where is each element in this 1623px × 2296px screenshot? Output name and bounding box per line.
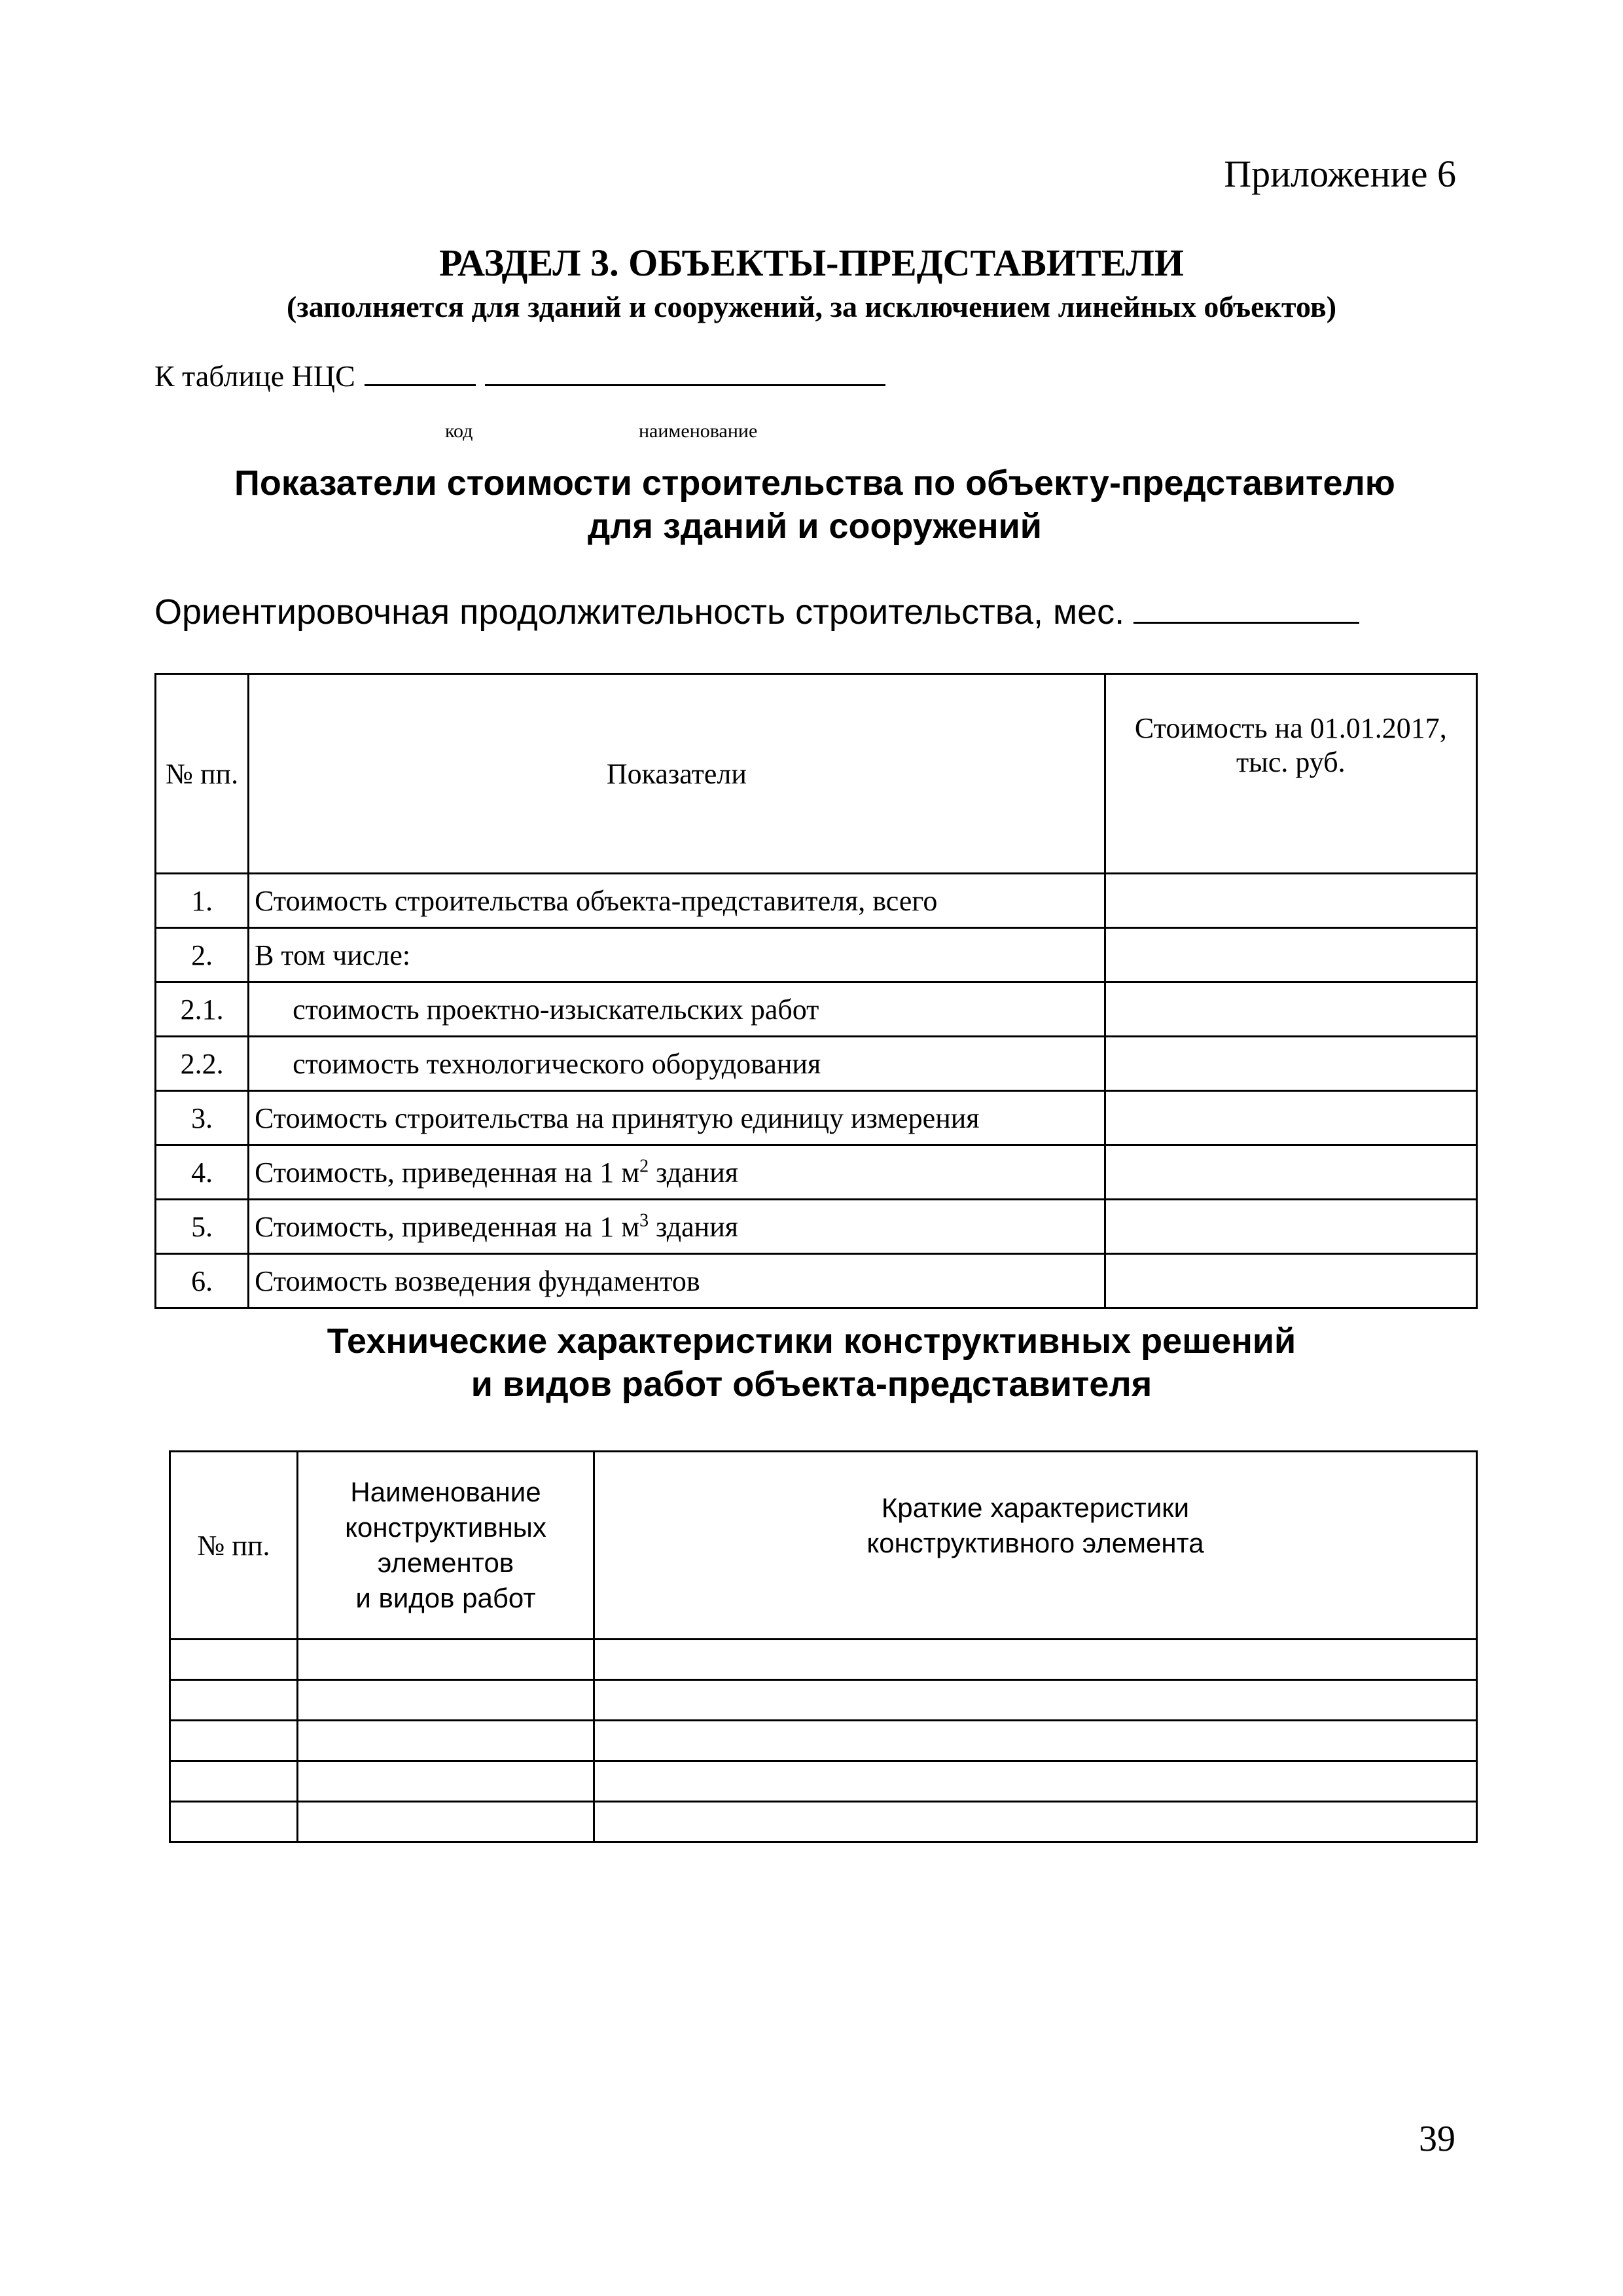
row-indicator: стоимость проектно-изыскательских работ [249, 982, 1105, 1037]
header-description [594, 1452, 1477, 1640]
nts-reference-label: К таблице НЦС [154, 359, 355, 393]
duration-label: Ориентировочная продолжительность строительства, мес. [154, 592, 1125, 632]
table-row [156, 1254, 1477, 1308]
row-indicator [249, 1200, 1105, 1254]
table-row [156, 1145, 1477, 1200]
nts-code-field[interactable] [365, 365, 476, 386]
duration-row [154, 592, 1359, 632]
row-number-cell[interactable] [170, 1802, 298, 1842]
row-value[interactable] [1105, 982, 1476, 1037]
header-number: № пп. [170, 1452, 298, 1640]
row-value[interactable] [1105, 874, 1476, 928]
nts-name-field[interactable] [485, 365, 885, 386]
header-cost [1105, 674, 1476, 874]
row-indicator-sup: 2 [639, 1155, 649, 1176]
row-element-cell[interactable] [298, 1680, 594, 1721]
cost-block-title [0, 461, 1623, 548]
row-description-cell[interactable] [594, 1721, 1477, 1761]
tech-block-title-line2: и видов работ объекта-представителя [471, 1365, 1152, 1404]
tech-block-title [0, 1319, 1623, 1406]
section-title: РАЗДЕЛ 3. ОБЪЕКТЫ-ПРЕДСТАВИТЕЛИ [439, 242, 1184, 284]
row-indicator [249, 1145, 1105, 1200]
row-number: 2.2. [156, 1037, 249, 1091]
row-number-cell[interactable] [170, 1721, 298, 1761]
row-indicator: Стоимость строительства на принятую единицу измерения [249, 1091, 1105, 1145]
row-value[interactable] [1105, 1200, 1476, 1254]
cost-block-title-line2: для зданий и сооружений [587, 507, 1043, 546]
row-number: 1. [156, 874, 249, 928]
nts-reference [154, 359, 885, 393]
row-number-cell[interactable] [170, 1680, 298, 1721]
table-row [156, 982, 1477, 1037]
header-desc-line1: Краткие характеристики [881, 1492, 1190, 1523]
table-row [156, 1037, 1477, 1091]
header-indicators: Показатели [249, 674, 1105, 874]
row-value[interactable] [1105, 1145, 1476, 1200]
row-value[interactable] [1105, 928, 1476, 982]
cost-table [154, 673, 1478, 1309]
table-row [170, 1802, 1477, 1842]
row-number: 2.1. [156, 982, 249, 1037]
header-cost-line1: Стоимость на 01.01.2017, [1134, 712, 1447, 744]
row-value[interactable] [1105, 1091, 1476, 1145]
row-indicator: В том числе: [249, 928, 1105, 982]
row-value[interactable] [1105, 1037, 1476, 1091]
row-number: 4. [156, 1145, 249, 1200]
cost-block-title-line1: Показатели стоимости строительства по объекту-представителю [234, 463, 1395, 503]
row-indicator: стоимость технологического оборудования [249, 1037, 1105, 1091]
row-indicator-text: Стоимость, приведенная на 1 м [255, 1156, 640, 1189]
row-number: 6. [156, 1254, 249, 1308]
tech-block-title-line1: Технические характеристики конструктивных решений [327, 1321, 1296, 1361]
row-indicator-text-end: здания [649, 1156, 738, 1189]
table-row [170, 1680, 1477, 1721]
name-caption: наименование [639, 420, 758, 442]
table-row [170, 1721, 1477, 1761]
header-name-line2: конструктивных [345, 1512, 546, 1543]
duration-field[interactable] [1133, 596, 1359, 624]
header-name-line4: и видов работ [355, 1583, 536, 1613]
row-indicator-text: Стоимость, приведенная на 1 м [255, 1210, 640, 1243]
table-row [156, 874, 1477, 928]
header-name-line1: Наименование [350, 1477, 541, 1507]
table-row [170, 1761, 1477, 1802]
cost-table-header [156, 674, 1477, 874]
row-element-cell[interactable] [298, 1640, 594, 1680]
row-number: 2. [156, 928, 249, 982]
table-row [156, 1200, 1477, 1254]
row-indicator-sup: 3 [639, 1210, 649, 1230]
row-description-cell[interactable] [594, 1680, 1477, 1721]
header-element-name [298, 1452, 594, 1640]
header-cost-line2: тыс. руб. [1236, 746, 1346, 778]
table-row [170, 1640, 1477, 1680]
row-element-cell[interactable] [298, 1761, 594, 1802]
tech-table-header [170, 1452, 1477, 1640]
table-row [156, 1091, 1477, 1145]
row-number: 3. [156, 1091, 249, 1145]
page-number: 39 [1419, 2119, 1455, 2159]
row-description-cell[interactable] [594, 1802, 1477, 1842]
section-subtitle: (заполняется для зданий и сооружений, за исключением линейных объектов) [286, 290, 1337, 323]
row-element-cell[interactable] [298, 1802, 594, 1842]
row-number: 5. [156, 1200, 249, 1254]
appendix-label: Приложение 6 [1224, 152, 1456, 195]
code-caption: код [445, 420, 473, 442]
row-number-cell[interactable] [170, 1640, 298, 1680]
row-indicator: Стоимость строительства объекта-представителя, всего [249, 874, 1105, 928]
header-desc-line2: конструктивного элемента [866, 1528, 1204, 1558]
table-row [156, 928, 1477, 982]
row-number-cell[interactable] [170, 1761, 298, 1802]
row-description-cell[interactable] [594, 1640, 1477, 1680]
row-indicator: Стоимость возведения фундаментов [249, 1254, 1105, 1308]
row-indicator-text-end: здания [649, 1210, 738, 1243]
header-number: № пп. [156, 674, 249, 874]
header-name-line3: элементов [377, 1547, 514, 1578]
tech-table [169, 1450, 1478, 1843]
row-element-cell[interactable] [298, 1721, 594, 1761]
row-value[interactable] [1105, 1254, 1476, 1308]
row-description-cell[interactable] [594, 1761, 1477, 1802]
